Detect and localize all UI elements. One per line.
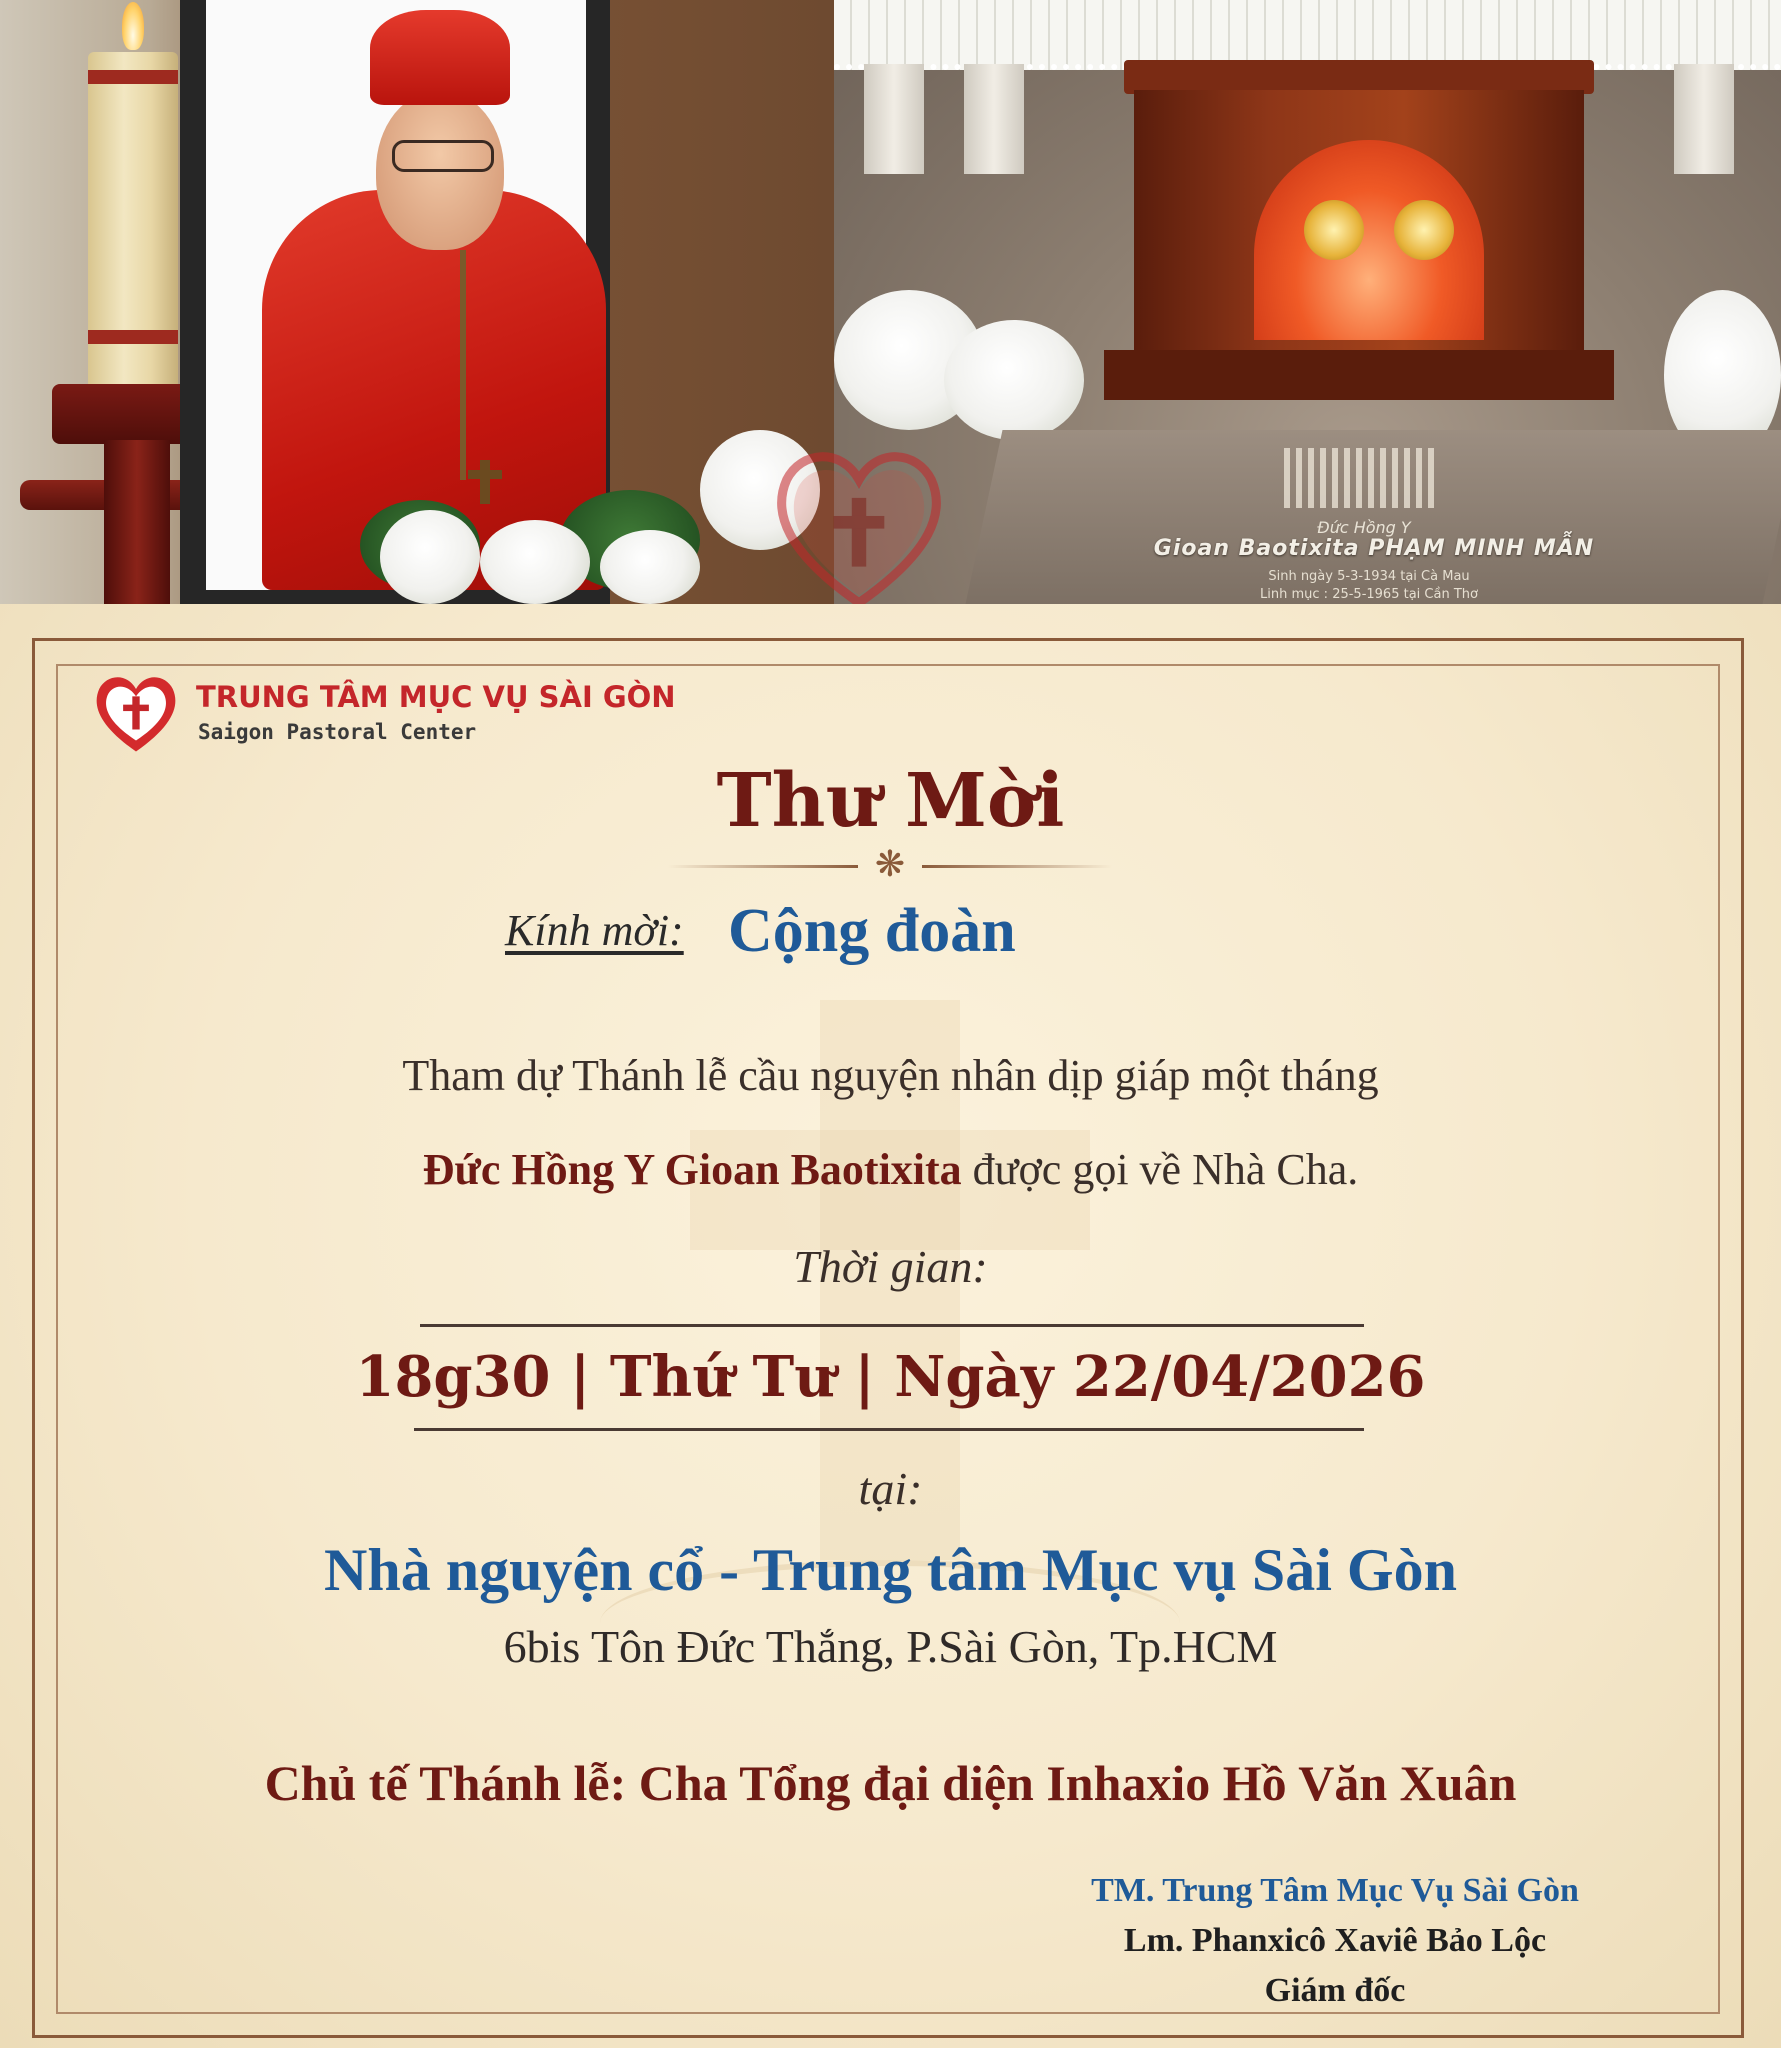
white-flower bbox=[944, 320, 1084, 440]
tomb-tabernacle-photo bbox=[834, 0, 1781, 604]
heart-cross-watermark-icon bbox=[768, 440, 950, 610]
heart-cross-logo-icon bbox=[90, 668, 182, 756]
location-label: tại: bbox=[858, 1463, 923, 1514]
signature-org: TM. Trung Tâm Mục Vụ Sài Gòn bbox=[1091, 1872, 1579, 1909]
cardinal-biretta bbox=[370, 10, 510, 105]
tomb-name: Gioan Baotixita PHẠM MINH MẪN bbox=[1153, 536, 1595, 561]
candle-flame bbox=[122, 2, 144, 50]
white-flower bbox=[380, 510, 480, 604]
reliquary-icon bbox=[1304, 200, 1364, 260]
title-divider bbox=[668, 865, 858, 868]
event-datetime: 18g30 | Thứ Tư | Ngày 22/04/2026 bbox=[355, 1344, 1426, 1410]
white-flower bbox=[600, 530, 700, 604]
reliquary-icon bbox=[1394, 200, 1454, 260]
pectoral-cross bbox=[480, 460, 490, 504]
invitation-title: Thư Mời bbox=[716, 758, 1065, 844]
venue-address: 6bis Tôn Đức Thắng, P.Sài Gòn, Tp.HCM bbox=[503, 1621, 1278, 1672]
white-flower bbox=[480, 520, 590, 604]
invitation-subject: Đức Hồng Y Gioan Baotixita được gọi về Nhà Cha. bbox=[422, 1145, 1359, 1194]
logo-name-en: Saigon Pastoral Center bbox=[198, 720, 477, 744]
coat-of-arms bbox=[1284, 448, 1434, 508]
greeting-label: Kính mời: bbox=[505, 906, 684, 955]
signature-name: Lm. Phanxicô Xaviê Bảo Lộc bbox=[1123, 1922, 1547, 1959]
celebrant: Chủ tế Thánh lễ: Cha Tổng đại diện Inhaxio Hồ Văn Xuân bbox=[264, 1755, 1517, 1811]
tomb-title: Đức Hồng Y bbox=[1317, 518, 1411, 537]
greeting-recipient: Cộng đoàn bbox=[728, 897, 1016, 965]
time-label: Thời gian: bbox=[793, 1241, 988, 1292]
venue-name: Nhà nguyện cổ - Trung tâm Mục vụ Sài Gòn bbox=[324, 1537, 1457, 1603]
tomb-details: Sinh ngày 5-3-1934 tại Cà Mau Linh mục : 25-5-1965 tại Cần Thơ bbox=[1260, 569, 1478, 602]
cardinal-portrait-photo bbox=[0, 0, 834, 604]
invitation-purpose: Tham dự Thánh lễ cầu nguyện nhân dịp giáp một tháng bbox=[402, 1051, 1379, 1100]
cardinal-name: Đức Hồng Y Gioan Baotixita bbox=[422, 1145, 962, 1194]
divider-star-icon: ❋ bbox=[874, 844, 906, 885]
logo-name-vi: TRUNG TÂM MỤC VỤ SÀI GÒN bbox=[196, 680, 676, 714]
signature-role: Giám đốc bbox=[1264, 1972, 1406, 2009]
